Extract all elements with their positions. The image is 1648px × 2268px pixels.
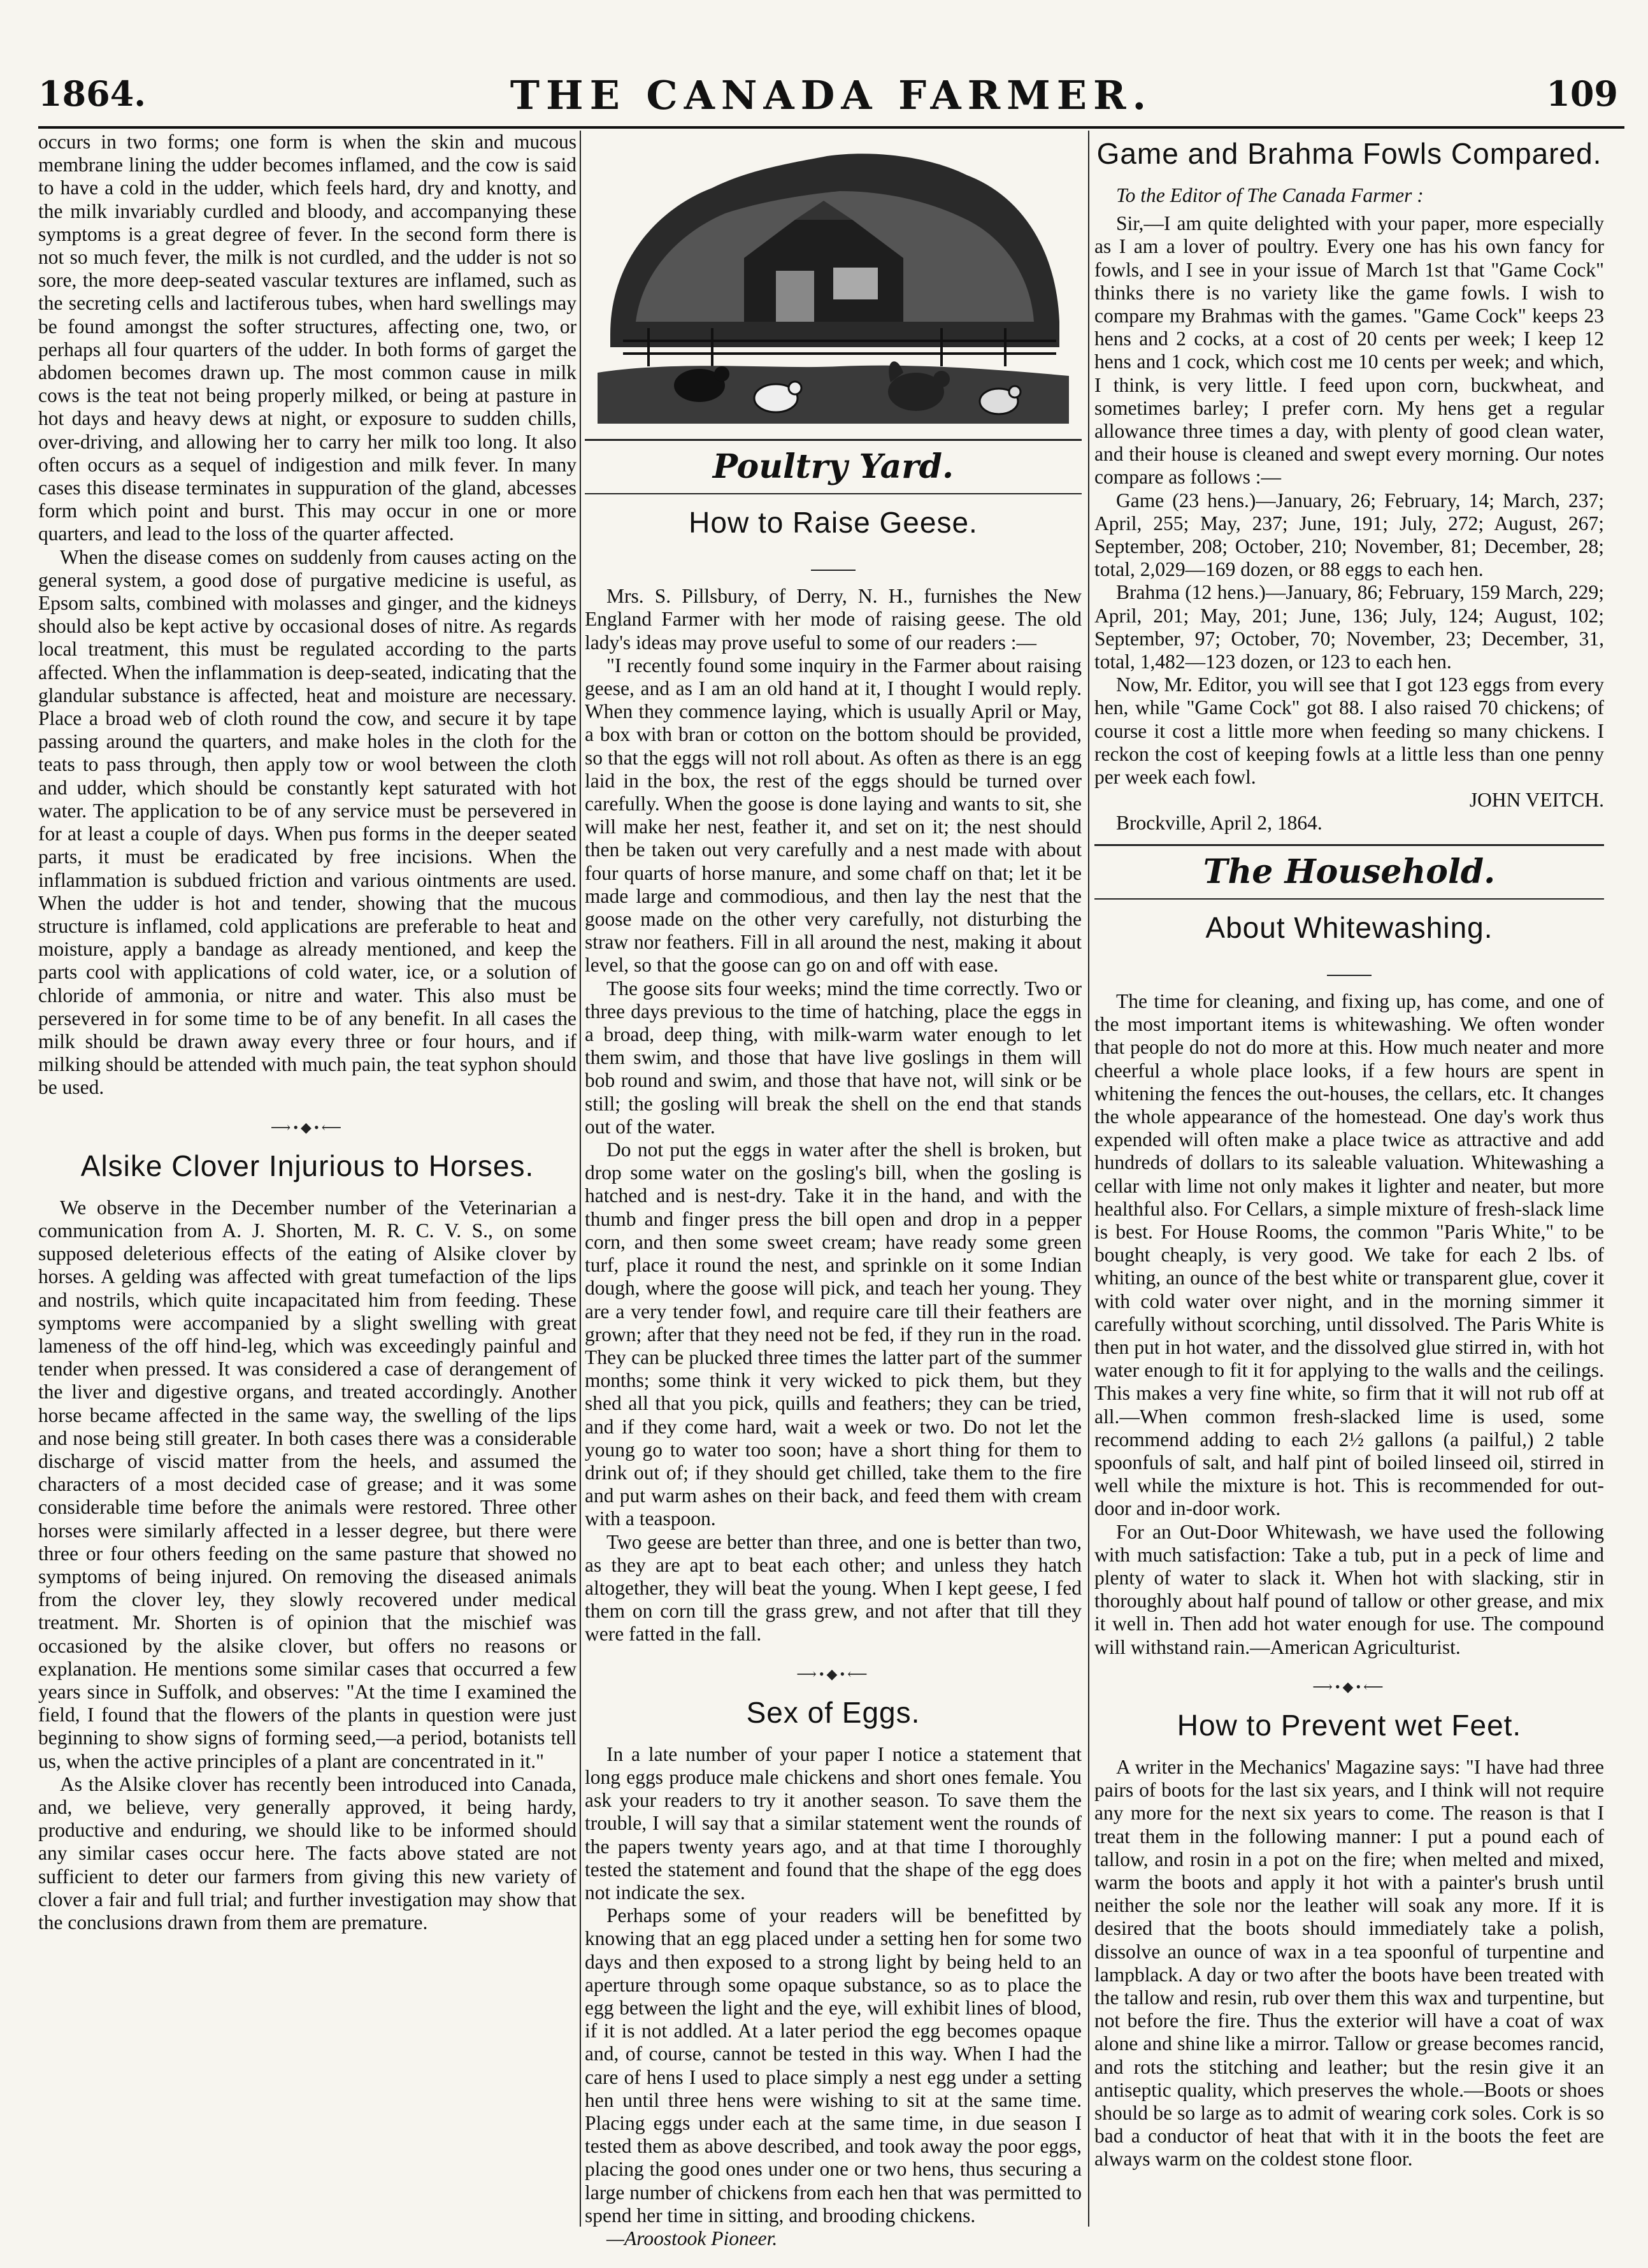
body-paragraph: A writer in the Mechanics' Magazine says: "I have had three pairs of boots for the last six years, and I think will not require any more for the next six years to come. The reason is that I treat them in the following manner: I put a pound each of tallow, and rosin in a pot on the fire; when melted and mixed, warm the boots and apply it hot with a painter's brush until neither the sole nor the leather will soak any more. If it is desired that the boots should immediately take a polish, dissolve an ounce of wax in a tea spoonful of turpentine and lampblack. A day or two after the boots have been treated with the tallow and resin, rub over them this wax and turpentine, but not before the fire. Thus the exterior will have a coat of wax alone and shine like a mirror. Tallow or grease becomes rancid, and rots the stitching and leather; but the resin give it an antiseptic quality, which preserves the whole.—Boots or shoes should be so large as to admit of wearing cork soles. Cork is so bad a conductor of heat that with it in the boots the feet are always warm on the coldest stone floor. [1094,1755,1604,2171]
article-title-game-brahma: Game and Brahma Fowls Compared. [1096,137,1602,170]
article-title-alsike-clover: Alsike Clover Injurious to Horses. [80,1149,534,1182]
body-paragraph: The goose sits four weeks; mind the time correctly. Two or three days previous to the time of hatching, place the eggs in a broad, deep thing, with milk-warm water enough to let them swim, and those that have live goslings in them will bob round and swim, and those that have not, will sink or be still; the gosling will break the shell on the end that stands out of the water. [585,977,1082,1138]
section-rule [1094,844,1604,846]
section-rule [585,439,1082,441]
body-paragraph: Mrs. S. Pillsbury, of Derry, N. H., furnishes the New England Farmer with her mode of raising geese. The old lady's ideas may prove useful to some of our readers :— [585,585,1082,654]
title-dash [1094,958,1604,981]
body-paragraph: Two geese are better than three, and one is better than two, as they are apt to beat each other; and unless they hatch altogether, they will beat the young. When I kept geese, I fed them on corn till the grass grew, and not after that till they were fatted in the fall. [585,1530,1082,1646]
page-number: 109 [1546,73,1618,114]
section-title-household: The Household. [1203,852,1496,891]
masthead-rule [38,126,1624,129]
letter-signature: JOHN VEITCH. [1469,789,1604,812]
body-paragraph: occurs in two forms; one form is when the skin and mucous membrane lining the udder becomes inflamed, and the cow is said to have a cold in the udder, which feels hard, dry and knotty, and the milk invariably curdled and bloody, and accompanying these symptoms is a great degree of fever. In the second form there is not so much fever, the milk is not curdled, and the udder is not so sore, the more deep-seated vascular textures are inflamed, such as the secreting cells and lactiferous tubes, when hard swellings may be found amongst the softer structures, affecting one, two, or perhaps all four quarters of the udder. In both forms of garget the abdomen becomes drawn up. The most common cause in milk cows is the teat not being properly milked, or being at pasture in hot days and heavy dews at night, or exposure to sudden chills, over-driving, and allowing her to carry her milk too long. It also often occurs as a sequel of indigestion and milk fever. In many cases this disease terminates in suppuration of the gland, abcesses form which point and burst. This may occur in one or more quarters, and lead to the loss of the quarter affected. [38,131,577,545]
section-rule [1094,898,1604,900]
poultry-yard-illustration [585,131,1082,430]
body-paragraph: Now, Mr. Editor, you will see that I got 123 eggs from every hen, while "Game Cock" got 88. I also raised 70 chickens; of course it cost a little more when feeding so many chickens. I reckon the cost of keeping fowls at a little less than one penny per week each fowl. [1094,673,1604,789]
body-paragraph: For an Out-Door Whitewash, we have used the following with much satisfaction: Take a tub, put in a peck of lime and plenty of water to slack it. When hot with slacking, stir in thoroughly about half pound of tallow or other grease, and mix it well in. Then add hot water enough for use. The compound will withstand rain.—American Agriculturist. [1094,1520,1604,1658]
article-title-sex-of-eggs: Sex of Eggs. [746,1695,921,1729]
body-paragraph: Sir,—I am quite delighted with your paper, more especially as I am a lover of poultry. Every one has his own fancy for fowls, and I see in your issue of March 1st that "Game Cock" thinks there is no variety like the game fowls. I wish to compare my Brahmas with the games. "Game Cock" keeps 23 hens and 2 cocks, at a cost of 20 cents per week; I keep 12 hens and 1 cock, which cost me 10 cents per week; and which, I think, is very little. I feed upon corn, buckwheat, and sometimes barley; I prefer corn. My hens get a regular allowance three times a day, with plenty of good clean water, and their house is cleaned and swept every morning. Our notes compare as follows :— [1094,212,1604,489]
body-paragraph: "I recently found some inquiry in the Farmer about raising geese, and as I am an old hand at it, I thought I would reply. When they commence laying, which is usually April or May, a box with bran or cotton on the bottom should be provided, so that the eggs will not roll about. As often as there is an egg laid in the box, the rest of the eggs should be turned over carefully. When the goose is done laying and wants to sit, she will make her nest, feather it, and set on it; the nest should then be taken out very carefully and a nest made with about four quarts of horse manure, and some chaff on that; let it be made large and commodious, and then lay the nest that the goose made on the other very carefully, not disturbing the straw nor feathers. Fill in all around the nest, making it about level, so that the goose can go on and off with ease. [585,654,1082,977]
article-title-whitewashing: About Whitewashing. [1205,910,1493,944]
body-paragraph: Game (23 hens.)—January, 26; February, 14; March, 237; April, 255; May, 237; June, 191; July, 272; August, 267; September, 208; October, 210; November, 81; December, 28; total, 2,029—169 dozen, or 88 eggs to each hen. [1094,489,1604,581]
section-ornament: ⟶•◆•⟵ [796,1665,870,1682]
body-paragraph: As the Alsike clover has recently been introduced into Canada, and, we believe, very generally approved, it being hardy, productive and enduring, we should like to be informed should any similar cases occur here. The facts above stated are not sufficient to deter our farmers from giving this new variety of clover a fair and full trial; and further investigation may show that the conclusions drawn from them are premature. [38,1772,577,1934]
body-paragraph: The time for cleaning, and fixing up, has come, and one of the most important items is whitewashing. We often wonder that people do not do more at this. How much neater and more cheerful a whole place looks, if a few hours are spent in whitening the fences the out-houses, the cellars, etc. It changes the whole appearance of the homestead. One day's work thus expended will often make a place twice as attractive and add hundreds of dollars to its saleable valuation. Whitewashing a cellar with lime not only makes it lighter and neater, but more healthful also. For Cellars, a simple mixture of fresh-slack lime is best. For House Rooms, the common "Paris White," to be bought cheaply, is very good. We take for each 2 lbs. of whiting, an ounce of the best white or transparent glue, cover it with cold water over night, and in the morning simmer it carefully without scorching, until dissolved. The Paris White is then put in hot water, and the dissolved glue stirred in, with hot water enough to fit it for applying to the walls and the ceilings. This makes a very fine white, so firm that it will not rub off at all.—When common fresh-slacked lime is used, some recommend adding to each 2½ gallons (a pailful,) 2 table spoonfuls of salt, and half pint of boiled linseed oil, stirred in well while the mixture is hot. This is recommended for out-door and in-door work. [1094,989,1604,1520]
letter-dateline: Brockville, April 2, 1864. [1116,812,1322,835]
letter-salutation: To the Editor of The Canada Farmer : [1116,184,1424,206]
body-paragraph: Do not put the eggs in water after the shell is broken, but drop some water on the gosling's bill, when the gosling is hatched and is nest-dry. Take it in the hand, and with the thumb and finger press the bill open and drop in a pepper corn, and then some sweet cream; have ready some green turf, place it round the nest, and sprinkle on it some Indian dough, where the goose will pick, and teach her young. They are a very tender fowl, and require care till their feathers are grown; after that they need not be fed, if they run in the road. They can be plucked three times the latter part of the summer months; some think it very wicked to pick them, but they shed all that you pick, quills and feathers; they can be tried, and if they come hard, wait a week or two. Do not let the young go to water too soon; have a short thing for them to drink out of; if they should get chilled, take them to the fire and put warm ashes on their back, and feed them with cream with a teaspoon. [585,1138,1082,1530]
column-1 [38,131,577,2233]
column-divider [580,131,581,2227]
column-2 [585,131,1082,2250]
article-title-raise-geese: How to Raise Geese. [689,506,978,539]
source-credit: —Aroostook Pioneer. [606,2227,778,2250]
title-dash [585,553,1082,576]
section-ornament: ⟶•◆•⟵ [1312,1678,1386,1695]
body-paragraph: We observe in the December number of the Veterinarian a communication from A. J. Shorten, M. R. C. V. S., on some supposed deleterious effects of the eating of Alsike clover by horses. A gelding was affected with great tumefaction of the lips and nostrils, which quite incapacitated him from feeding. These symptoms were accompanied by a slight swelling with great lameness of the off hind-leg, which was exceedingly painful and tender when pressed. It was considered a case of derangement of the liver and digestive organs, and treated accordingly. Another horse became affected in the same way, the swelling of the lips and nose being still greater. In both cases there was a considerable discharge of viscid matter from the heels, and assumed the characters of a most decided case of grease; and it was some considerable time before the animals were restored. Three other horses were similarly affected in a lesser degree, but there were three or four others feeding on the same pasture that showed no symptoms of being injured. On removing the diseased animals from the clover ley, they slowly recovered under medical treatment. Mr. Shorten is of opinion that the mischief was occasioned by the alsike clover, but offers no reasons or explanation. He mentions some similar cases that occurred a few years since in Suffolk, and observes: "At the time I examined the field, I found that the flowers of the plants in question were just beginning to show signs of forming seed,—a period, botanists tell us, when the active principles of a plant are concentrated in it." [38,1196,577,1772]
body-paragraph: When the disease comes on suddenly from causes acting on the general system, a good dose of purgative medicine is useful, as Epsom salts, combined with molasses and ginger, and the kidneys should also be kept active by occasional doses of nitre. As regards local treatment, this must be regulated according to the parts affected. When the inflammation is deep-seated, indicating that the glandular substance is affected, heat and moisture are necessary. Place a broad web of cloth round the cow, and secure it by tape passing around the quarters, and make holes in the cloth for the teats to pass through, then apply tow or wool between the cloth and udder, which should be constantly kept saturated with hot water. The application to be of any service must be persevered in for at least a couple of days. When pus forms in the deeper seated parts, it must be eradicated by free incisions. When the inflammation is subdued friction and various ointments are used. When the udder is hot and tender, showing that the mucous structure is inflamed, cold applications are preferable to heat and moisture, apply a bandage as already mentioned, and keep the parts cool with applications of cold water, ice, or a solution of chloride of ammonia, or nitre and water. This also must be persevered in for some time to be of any benefit. In all cases the milk should be drawn away every three or four hours, and if milking should be attended with much pain, the teat syphon should be used. [38,545,577,1099]
masthead [38,73,1624,124]
body-paragraph: In a late number of your paper I notice a statement that long eggs produce male chickens and short ones female. You ask your readers to try it another season. To save them the trouble, I will say that a similar statement went the rounds of the papers twenty years ago, and at that time I thoroughly tested the statement and found that the shape of the egg does not indicate the sex. [585,1742,1082,1904]
column-3 [1094,131,1604,2233]
article-title-wet-feet: How to Prevent wet Feet. [1177,1708,1522,1742]
column-divider [1088,131,1089,2227]
issue-year: 1864. [38,73,147,114]
newspaper-title: THE CANADA FARMER. [510,72,1153,118]
section-rule [585,493,1082,494]
body-paragraph: Brahma (12 hens.)—January, 86; February, 159 March, 229; April, 201; May, 201; June, 136; July, 124; August, 102; September, 97; October, 70; November, 23; December, 31, total, 1,482—123 dozen, or 123 to each hen. [1094,581,1604,673]
body-paragraph: Perhaps some of your readers will be benefitted by knowing that an egg placed under a setting hen for some two days and then exposed to a strong light by being held to an aperture through some opaque substance, so as to place the egg between the light and the eye, will exhibit lines of blood, if it is not addled. At a later period the egg becomes opaque and, of course, cannot be tested in this way. When I had the care of hens I used to place simply a nest egg under a setting hen until three hens were wishing to sit at the same time. Placing eggs under each at the same time, in due season I tested them as above described, and took away the poor eggs, placing the good ones under one or two hens, thus securing a large number of chickens from each hen that was permitted to spend her time in sitting, and brooding chickens. [585,1904,1082,2227]
section-title-poultry-yard: Poultry Yard. [712,447,954,486]
section-ornament: ⟶•◆•⟵ [270,1119,345,1135]
